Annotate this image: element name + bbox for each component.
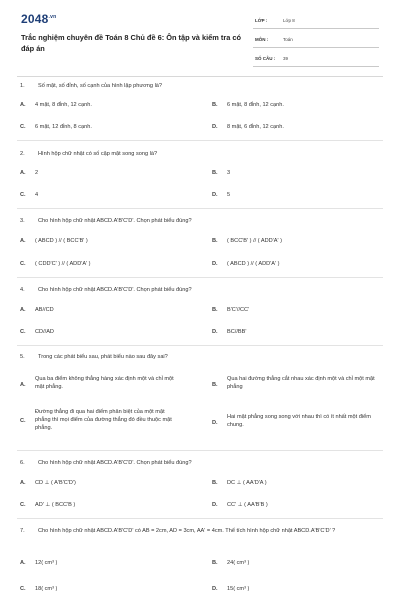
question-divider — [17, 277, 383, 278]
question-text: Trong các phát biểu sau, phát biểu nào sau đây sai? — [38, 354, 168, 360]
option-text: CC' ⊥ ( AA'B'B ) — [227, 502, 268, 508]
option-text: B'C'//CC' — [227, 307, 250, 313]
question-text: Cho hình hộp chữ nhật ABCD.A'B'C'D'. Chọn phát biểu đúng? — [38, 460, 192, 466]
option-text: 12( cm³ ) — [35, 560, 58, 566]
question-number: 7. — [20, 528, 25, 534]
option-text: 15( cm³ ) — [227, 586, 250, 592]
meta-info-panel — [253, 14, 379, 71]
option-text: Đường thẳng đi qua hai điểm phân biệt của một mặt phẳng thì mọi điểm của đường thẳng đó đều thuộc mặt phẳng. — [35, 409, 172, 431]
option-text: AD' ⊥ ( BCC'B ) — [35, 502, 76, 508]
option-text: CD//AD — [35, 329, 54, 335]
option-letter: A. — [20, 170, 26, 176]
option-letter: C. — [20, 192, 26, 198]
option-letter: D. — [212, 586, 218, 592]
site-logo[interactable] — [21, 12, 56, 26]
question-text: Cho hình hộp chữ nhật ABCD.A'B'C'D'. Chọn phát biểu đúng? — [38, 287, 192, 293]
option-letter: B. — [212, 560, 218, 566]
option-letter: A. — [20, 102, 26, 108]
question-number: 6. — [20, 460, 25, 466]
option-letter: C. — [20, 329, 26, 335]
question-divider — [17, 518, 383, 519]
option-text: Hai mặt phẳng song song với nhau thì có ít nhất một điểm chung. — [227, 414, 371, 428]
option-letter: C. — [20, 261, 26, 267]
option-letter: C. — [20, 124, 26, 130]
option-text: 6 mặt, 8 đỉnh, 12 cạnh. — [227, 102, 284, 108]
option-letter: D. — [212, 502, 218, 508]
option-text: ( ABCD ) // ( ADD'A' ) — [227, 261, 280, 267]
option-letter: B. — [212, 238, 218, 244]
option-text: Qua ba điểm không thẳng hàng xác định một và chỉ một mặt phẳng. — [35, 376, 174, 390]
meta-row-count — [253, 52, 379, 67]
option-letter: C. — [20, 586, 26, 592]
option-letter: B. — [212, 382, 218, 388]
option-text: 4 mặt, 8 đỉnh, 12 cạnh. — [35, 102, 92, 108]
question-divider — [17, 208, 383, 209]
option-letter: A. — [20, 307, 26, 313]
question-number: 3. — [20, 218, 25, 224]
logo-main-text: 2048 — [21, 12, 49, 26]
option-text: DC ⊥ ( AA'D'A ) — [227, 480, 267, 486]
option-text: ( ABCD ) // ( BCC'B' ) — [35, 238, 88, 244]
meta-row-subject — [253, 33, 379, 48]
option-text: AB//CD — [35, 307, 54, 313]
question-number: 5. — [20, 354, 25, 360]
document-title: Trắc nghiệm chuyên đề Toán 8 Chủ đề 6: Ôn tập và kiểm tra có đáp án — [21, 33, 241, 53]
meta-value-class: Lớp 8 — [283, 18, 295, 23]
option-letter: A. — [20, 480, 26, 486]
meta-label-count: SỐ CÂU : — [255, 56, 276, 61]
option-text: 3 — [227, 170, 231, 176]
meta-row-class — [253, 14, 379, 29]
option-letter: D. — [212, 329, 218, 335]
option-text: CD ⊥ ( A'B'C'D') — [35, 480, 76, 486]
question-number: 2. — [20, 151, 25, 157]
document-header — [0, 0, 400, 76]
option-text: 18( cm³ ) — [35, 586, 58, 592]
option-text: 24( cm³ ) — [227, 560, 250, 566]
option-text: 6 mặt, 12 đỉnh, 8 cạnh. — [35, 124, 92, 130]
option-letter: D. — [212, 261, 218, 267]
option-letter: C. — [20, 418, 26, 424]
option-letter: A. — [20, 382, 26, 388]
question-text: Hình hộp chữ nhật có số cặp mặt song song là? — [38, 151, 158, 157]
question-divider — [17, 345, 383, 346]
question-text: Cho hình hộp chữ nhật ABCD.A'B'C'D' có AB = 2cm, AD = 3cm, AA' = 4cm. Thể tích hình hộp chữ nhật ABCD.A'B'C'D' ? — [38, 528, 336, 534]
option-text: 2 — [35, 170, 39, 176]
option-text: BC//BB' — [227, 329, 247, 335]
meta-value-subject: Toán — [283, 37, 293, 42]
option-letter: B. — [212, 307, 218, 313]
question-number: 1. — [20, 83, 25, 89]
option-text: 8 mặt, 6 đỉnh, 12 cạnh. — [227, 124, 284, 130]
option-letter: B. — [212, 102, 218, 108]
question-text: Cho hình hộp chữ nhật ABCD.A'B'C'D'. Chọn phát biểu đúng? — [38, 218, 192, 224]
question-divider — [17, 450, 383, 451]
option-letter: D. — [212, 420, 218, 426]
option-letter: A. — [20, 238, 26, 244]
option-letter: B. — [212, 170, 218, 176]
option-letter: D. — [212, 124, 218, 130]
meta-label-subject: MÔN : — [255, 37, 269, 42]
question-text: Số mặt, số đỉnh, số cạnh của hình lập phương là? — [38, 83, 163, 89]
option-letter: C. — [20, 502, 26, 508]
meta-value-count: 39 — [283, 56, 289, 61]
option-text: 4 — [35, 192, 39, 198]
option-text: 5 — [227, 192, 231, 198]
header-divider — [17, 76, 383, 77]
option-text: ( BCC'B' ) // ( ADD'A' ) — [227, 238, 282, 244]
meta-label-class: LỚP : — [255, 18, 268, 23]
option-text: ( CDD'C' ) // ( ADD'A' ) — [35, 261, 91, 267]
logo-suffix: .vn — [48, 14, 57, 20]
option-letter: B. — [212, 480, 218, 486]
option-letter: A. — [20, 560, 26, 566]
option-text: Qua hai đường thẳng cắt nhau xác định một và chỉ một mặt phẳng — [227, 376, 375, 390]
question-number: 4. — [20, 287, 25, 293]
option-letter: D. — [212, 192, 218, 198]
question-divider — [17, 140, 383, 141]
